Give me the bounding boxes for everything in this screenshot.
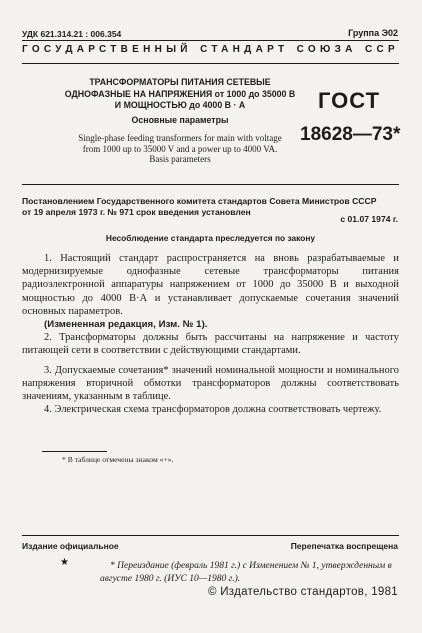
document-title xyxy=(60,77,300,112)
reprint-notice: Перепечатка воспрещена xyxy=(290,541,398,551)
paragraph-1-amendment: (Измененная редакция, Изм. № 1). xyxy=(44,319,208,330)
udk-code: УДК 621.314.21 : 006.354 xyxy=(22,29,122,39)
paragraph-3: 3. Допускаемые сочетания* значений номинальной мощности и номинального напряжения вторичной обмотки трансформаторов должны соответствовать значениям, указанным в таблице. xyxy=(22,365,399,403)
english-title-line-2: from 1000 up to 35000 V and a power up to 4000 VA. xyxy=(82,143,278,154)
decree-rule xyxy=(22,184,399,185)
gost-number: 18628—73* xyxy=(300,124,401,145)
law-notice: Несоблюдение стандарта преследуется по закону xyxy=(105,233,316,243)
paragraph-2: 2. Трансформаторы должны быть рассчитаны на напряжение и частоту питающей сети в соответствии с действующими стандартами. xyxy=(22,332,399,357)
paragraph-1: 1. Настоящий стандарт распространяется на вновь разрабатываемые и модернизируемые однофазные сетевые трансформаторы питания радиоэлектронной аппаратуры напряжением от 1000 до 35000 В и выходной мощностью до 4000 В·А и устанавливает допускаемые сочетания значений основных параметров. xyxy=(22,253,399,317)
english-title-line-3: Basis parameters xyxy=(149,154,211,164)
title-line-1: ТРАНСФОРМАТОРЫ ПИТАНИЯ СЕТЕВЫЕ xyxy=(89,77,271,87)
footnote-rule xyxy=(42,451,107,452)
star-icon: ★ xyxy=(60,557,69,568)
decree-line-1: Постановлением Государственного комитета стандартов Совета Министров СССР xyxy=(22,196,377,206)
header-rule-bottom xyxy=(22,63,399,64)
title-line-3: И МОЩНОСТЬЮ до 4000 В · А xyxy=(114,100,246,110)
group-code: Группа Э02 xyxy=(348,28,398,38)
paragraph-4: 4. Электрическая схема трансформаторов должна соответствовать чертежу. xyxy=(44,404,382,415)
english-title-line-1: Single-phase feeding transformers for main with voltage xyxy=(78,133,282,143)
footnote: * В таблице отмечены знаком «+». xyxy=(62,455,174,464)
header-rule-top xyxy=(22,40,399,41)
document-subtitle: Основные параметры xyxy=(131,115,229,125)
title-line-2: ОДНОФАЗНЫЕ НА НАПРЯЖЕНИЯ от 1000 до 35000 В xyxy=(64,88,296,99)
decree-line-2: от 19 апреля 1973 г. № 971 срок введения установлен xyxy=(22,207,251,218)
effective-date: с 01.07 1974 г. xyxy=(340,214,398,224)
copyright: © Издательство стандартов, 1981 xyxy=(207,586,398,598)
footer-rule xyxy=(22,535,399,536)
gost-label: ГОСТ xyxy=(318,88,381,113)
english-title xyxy=(60,133,300,165)
official-edition: Издание официальное xyxy=(22,541,119,551)
state-standard-heading: ГОСУДАРСТВЕННЫЙ СТАНДАРТ СОЮЗА ССР xyxy=(22,44,399,55)
reissue-note: * Переиздание (февраль 1981 г.) с Изменением № 1, утвержденным в августе 1980 г. (ИУС 10—1980 г.). xyxy=(100,561,392,584)
